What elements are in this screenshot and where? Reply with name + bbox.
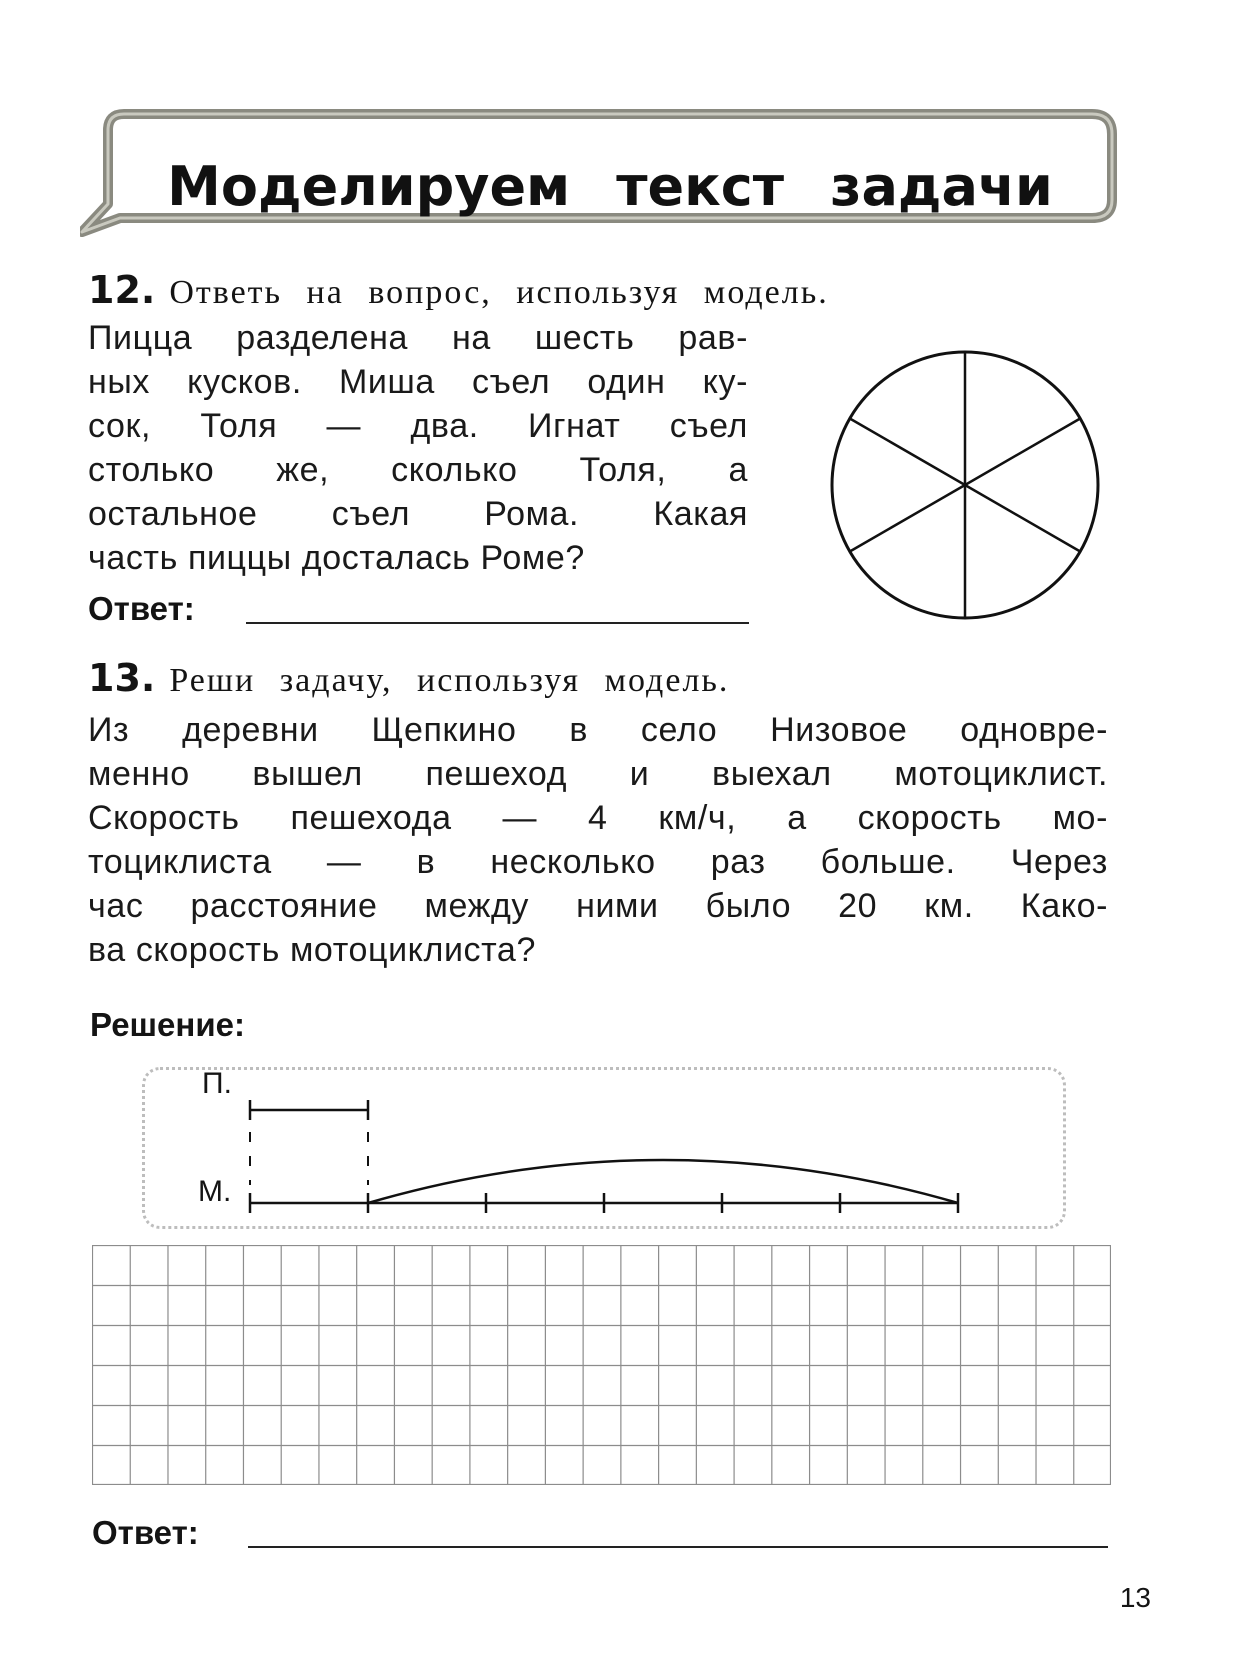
title-word: текст — [616, 154, 785, 218]
text-line: ных кусков. Миша съел один ку- — [88, 363, 748, 401]
title-word: Моделируем — [167, 154, 571, 218]
solution-grid[interactable] — [92, 1245, 1111, 1485]
segment-model — [142, 1067, 1066, 1229]
pedestrian-label: П. — [202, 1067, 232, 1100]
task-13-heading — [88, 656, 729, 700]
text-line: остальное съел Рома. Какая — [88, 495, 748, 533]
task-12-text — [88, 316, 748, 580]
solution-label: Решение: — [90, 1006, 245, 1043]
pizza-slice-line — [850, 419, 965, 486]
pizza-slice-line — [850, 485, 965, 552]
text-line: сок, Толя — два. Игнат съел — [88, 407, 748, 445]
text-line: Скорость пешехода — 4 км/ч, а скорость мо- — [88, 799, 1108, 837]
title-banner — [80, 108, 1120, 242]
task-12-answer-field[interactable] — [246, 622, 749, 624]
task-12-answer-label: Ответ: — [88, 590, 195, 627]
text-line: столько же, сколько Толя, а — [88, 451, 748, 489]
page-title — [120, 146, 1100, 226]
page-number: 13 — [1119, 1582, 1151, 1613]
motorcyclist-label: М. — [198, 1175, 232, 1208]
task-13-number: 13. — [88, 656, 156, 700]
text-line: тоциклиста — в несколько раз больше. Через — [88, 843, 1108, 881]
difference-arc — [368, 1160, 958, 1203]
pizza-slice-line — [965, 419, 1080, 486]
task-12-instruction: Ответь на вопрос, используя модель. — [169, 274, 829, 311]
text-line: час расстояние между ними было 20 км. Како- — [88, 887, 1108, 925]
task-12-number: 12. — [88, 268, 156, 312]
text-line: менно вышел пешеход и выехал мотоциклист. — [88, 755, 1108, 793]
pizza-slice-line — [965, 485, 1080, 552]
pizza-model — [825, 345, 1105, 625]
task-12-heading — [88, 268, 829, 312]
task-13-text — [88, 708, 1108, 972]
title-word: задачи — [830, 154, 1053, 218]
text-line: ва скорость мотоциклиста? — [88, 931, 536, 969]
task-13-instruction: Реши задачу, используя модель. — [169, 662, 730, 699]
text-line: часть пиццы досталась Роме? — [88, 539, 585, 577]
text-line: Из деревни Щепкино в село Низовое одновре- — [88, 711, 1108, 749]
task-13-answer-field[interactable] — [248, 1546, 1108, 1548]
text-line: Пицца разделена на шесть рав- — [88, 319, 748, 357]
task-13-answer-label: Ответ: — [92, 1514, 199, 1551]
